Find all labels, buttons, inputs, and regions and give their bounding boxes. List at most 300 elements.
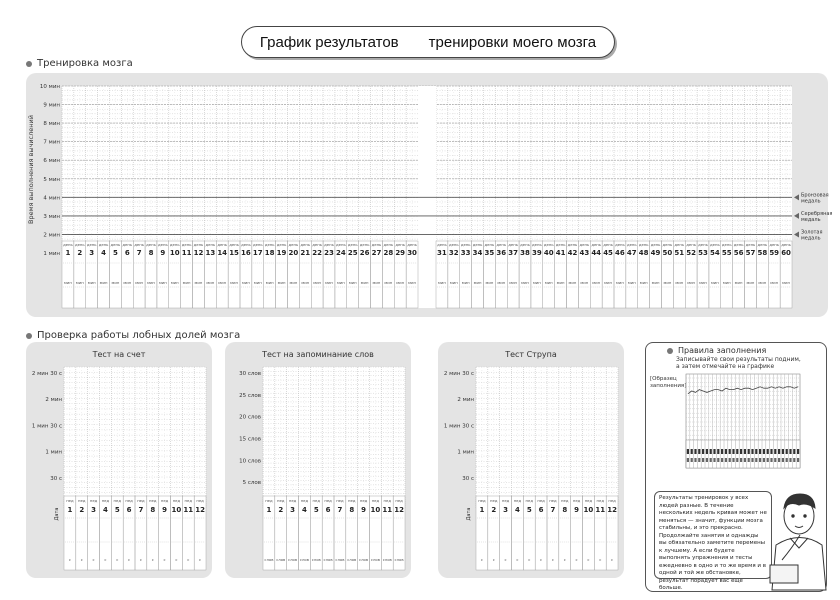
medal-label: Серебряная медаль xyxy=(801,210,833,223)
day-word-label: день xyxy=(674,242,685,247)
unit-label: мин xyxy=(194,280,203,285)
unit-label: мин xyxy=(544,280,553,285)
day-word-label: день xyxy=(169,242,180,247)
unit-label: мин xyxy=(206,280,215,285)
unit-label: мин xyxy=(758,280,767,285)
unit-label: мин xyxy=(123,280,132,285)
day-word-label: день xyxy=(158,242,168,247)
week-word-label: нед xyxy=(288,498,297,503)
day-word-label: день xyxy=(781,242,791,247)
unit-label: с xyxy=(139,557,142,562)
day-number-label: 41 xyxy=(555,249,566,257)
week-number-label: 3 xyxy=(91,506,97,514)
week-word-label: нед xyxy=(265,498,273,503)
week-word-label: нед xyxy=(537,498,545,503)
day-number-label: 23 xyxy=(324,249,334,257)
week-number-label: 9 xyxy=(361,506,367,514)
y-tick-label: 1 мин xyxy=(43,251,60,257)
week-word-label: нед xyxy=(572,498,581,503)
unit-label: с xyxy=(540,557,543,562)
day-number-label: 40 xyxy=(543,249,554,257)
day-number-label: 56 xyxy=(733,249,744,257)
day-number-label: 38 xyxy=(520,249,530,257)
y-tick-label: 5 мин xyxy=(43,176,60,183)
unit-label: слов xyxy=(276,557,286,562)
unit-label: с xyxy=(551,557,554,562)
y-tick-label: 10 мин xyxy=(39,84,60,90)
day-number-label: 5 xyxy=(112,249,118,257)
day-number-label: 4 xyxy=(101,249,106,257)
day-number-label: 36 xyxy=(496,249,507,257)
day-word-label: день xyxy=(217,242,228,247)
unit-label: мин xyxy=(265,280,274,285)
day-number-label: 37 xyxy=(508,249,519,257)
day-word-label: день xyxy=(264,242,275,247)
unit-label: с xyxy=(492,557,495,562)
day-number-label: 30 xyxy=(407,249,417,257)
unit-label: мин xyxy=(396,280,405,285)
unit-label: мин xyxy=(147,280,155,285)
week-number-label: 7 xyxy=(337,506,343,514)
day-word-label: день xyxy=(615,242,625,247)
unit-label: слов xyxy=(264,557,274,562)
unit-label: с xyxy=(163,557,166,562)
unit-label: мин xyxy=(568,280,577,285)
day-word-label: день xyxy=(241,242,251,247)
week-word-label: нед xyxy=(312,498,320,503)
unit-label: с xyxy=(116,557,119,562)
rules-title-text: Правила заполнения xyxy=(678,346,767,355)
week-number-label: 10 xyxy=(171,506,182,514)
medal-label: Золотая медаль xyxy=(801,229,823,242)
day-word-label: день xyxy=(543,242,554,247)
day-word-label: день xyxy=(110,242,121,247)
day-number-label: 1 xyxy=(65,249,71,257)
y-tick-label: 20 слов xyxy=(239,414,261,421)
day-number-label: 26 xyxy=(359,249,370,257)
day-word-label: день xyxy=(371,242,382,247)
day-number-label: 7 xyxy=(136,249,142,257)
day-word-label: день xyxy=(733,242,744,247)
day-word-label: день xyxy=(555,242,566,247)
y-axis-label: Время выполнения вычислений xyxy=(27,115,35,224)
day-number-label: 51 xyxy=(674,249,685,257)
unit-label: мин xyxy=(497,280,506,285)
unit-label: мин xyxy=(675,280,684,285)
day-number-label: 14 xyxy=(217,249,228,257)
unit-label: мин xyxy=(301,280,310,285)
unit-label: мин xyxy=(289,280,298,285)
day-number-label: 28 xyxy=(383,249,394,257)
day-word-label: день xyxy=(252,242,263,247)
week-word-label: нед xyxy=(125,498,133,503)
week-word-label: нед xyxy=(478,498,486,503)
y-tick-label: 5 слов xyxy=(242,480,261,487)
rules-subtitle: Записывайте свои результаты подним, а затем отмечайте на графике xyxy=(676,356,801,370)
section-frontal-lobe-text: Проверка работы лобных долей мозга xyxy=(37,330,241,341)
y-tick-label: 10 слов xyxy=(239,458,261,465)
day-word-label: день xyxy=(650,242,661,247)
day-number-label: 46 xyxy=(615,249,625,257)
week-number-label: 6 xyxy=(538,506,544,514)
unit-label: мин xyxy=(592,280,601,285)
unit-label: мин xyxy=(627,280,636,285)
unit-label: слов xyxy=(370,557,380,562)
medal-label: Бронзовая медаль xyxy=(801,192,829,205)
day-word-label: день xyxy=(359,242,370,247)
date-row-label: Дата xyxy=(54,507,60,521)
day-word-label: день xyxy=(288,242,299,247)
unit-label: мин xyxy=(170,280,179,285)
day-number-label: 18 xyxy=(264,249,275,257)
day-number-label: 25 xyxy=(347,249,358,257)
week-number-label: 7 xyxy=(138,506,144,514)
week-word-label: нед xyxy=(359,498,368,503)
count-test-title: Тест на счет xyxy=(92,350,146,359)
week-number-label: 3 xyxy=(503,506,509,514)
unit-label: слов xyxy=(359,557,369,562)
week-number-label: 12 xyxy=(394,506,404,514)
y-tick-label: 9 мин xyxy=(43,102,60,109)
week-number-label: 5 xyxy=(526,506,532,514)
unit-label: мин xyxy=(408,280,416,285)
unit-label: мин xyxy=(325,280,333,285)
stroop-test-title: Тест Струпа xyxy=(505,350,557,359)
day-word-label: день xyxy=(336,242,346,247)
day-word-label: день xyxy=(300,242,311,247)
week-number-label: 8 xyxy=(349,506,355,514)
day-number-label: 8 xyxy=(148,249,154,257)
unit-label: с xyxy=(175,557,178,562)
unit-label: мин xyxy=(734,280,743,285)
week-number-label: 7 xyxy=(550,506,556,514)
unit-label: с xyxy=(187,557,190,562)
week-number-label: 1 xyxy=(266,506,272,514)
day-word-label: день xyxy=(229,242,239,247)
week-number-label: 6 xyxy=(325,506,331,514)
day-number-label: 12 xyxy=(193,249,204,257)
y-tick-label: 6 мин xyxy=(43,158,60,165)
day-number-label: 24 xyxy=(335,249,346,257)
week-word-label: нед xyxy=(549,498,557,503)
week-number-label: 8 xyxy=(150,506,156,514)
day-number-label: 58 xyxy=(757,249,768,257)
page-title-part1: График результатов xyxy=(259,33,399,51)
unit-label: мин xyxy=(64,280,72,285)
unit-label: мин xyxy=(532,280,541,285)
day-number-label: 55 xyxy=(721,249,732,257)
page-title-part2: тренировки моего мозга xyxy=(428,33,597,51)
week-word-label: нед xyxy=(184,498,192,503)
unit-label: мин xyxy=(710,280,719,285)
unit-label: слов xyxy=(335,557,345,562)
week-word-label: нед xyxy=(160,498,169,503)
day-word-label: день xyxy=(662,242,673,247)
week-word-label: нед xyxy=(336,498,344,503)
unit-label: мин xyxy=(473,280,482,285)
unit-label: мин xyxy=(746,280,755,285)
day-number-label: 59 xyxy=(769,249,780,257)
week-word-label: нед xyxy=(78,498,86,503)
unit-label: мин xyxy=(449,280,458,285)
y-tick-label: 1 мин xyxy=(457,449,474,456)
memory-test-title: Тест на запоминание слов xyxy=(262,350,374,359)
day-word-label: день xyxy=(146,242,156,247)
unit-label: слов xyxy=(347,557,357,562)
unit-label: мин xyxy=(277,280,286,285)
week-word-label: нед xyxy=(348,498,356,503)
day-word-label: день xyxy=(193,242,204,247)
unit-label: мин xyxy=(461,280,470,285)
unit-label: мин xyxy=(75,280,84,285)
unit-label: с xyxy=(516,557,519,562)
day-number-label: 45 xyxy=(603,249,613,257)
day-word-label: день xyxy=(347,242,358,247)
y-tick-label: 3 мин xyxy=(43,213,60,220)
unit-label: мин xyxy=(580,280,589,285)
day-number-label: 20 xyxy=(288,249,299,257)
week-number-label: 12 xyxy=(607,506,617,514)
unit-label: мин xyxy=(158,280,167,285)
y-tick-label: 2 мин 30 с xyxy=(443,371,474,377)
unit-label: с xyxy=(587,557,590,562)
unit-label: мин xyxy=(111,280,120,285)
day-word-label: день xyxy=(638,242,649,247)
week-number-label: 4 xyxy=(514,506,520,514)
day-word-label: день xyxy=(63,242,73,247)
week-word-label: нед xyxy=(196,498,204,503)
day-number-label: 34 xyxy=(472,249,483,257)
day-word-label: день xyxy=(460,242,471,247)
week-number-label: 1 xyxy=(67,506,73,514)
day-word-label: день xyxy=(484,242,495,247)
week-word-label: нед xyxy=(149,498,157,503)
unit-label: мин xyxy=(99,280,108,285)
week-number-label: 11 xyxy=(183,506,194,514)
y-tick-label: 25 слов xyxy=(239,392,261,399)
day-number-label: 49 xyxy=(650,249,661,257)
unit-label: с xyxy=(199,557,202,562)
week-number-label: 5 xyxy=(313,506,319,514)
week-word-label: нед xyxy=(584,498,593,503)
week-word-label: нед xyxy=(324,498,332,503)
week-word-label: нед xyxy=(101,498,110,503)
unit-label: с xyxy=(68,557,71,562)
day-word-label: день xyxy=(508,242,518,247)
day-number-label: 6 xyxy=(124,249,130,257)
unit-label: мин xyxy=(253,280,262,285)
unit-label: мин xyxy=(485,280,494,285)
unit-label: мин xyxy=(556,280,565,285)
unit-label: мин xyxy=(384,280,393,285)
day-word-label: день xyxy=(437,242,447,247)
day-number-label: 9 xyxy=(160,249,166,257)
y-tick-label: 7 мин xyxy=(43,139,60,146)
week-word-label: нед xyxy=(501,498,510,503)
unit-label: мин xyxy=(336,280,345,285)
unit-label: с xyxy=(563,557,566,562)
week-word-label: нед xyxy=(371,498,380,503)
day-word-label: день xyxy=(626,242,637,247)
advice-speech-bubble: Результаты тренировок у всех людей разные. В течение нескольких недель кривая может не меняться — значит, функции мозга стабильны, и это прекрасно. Продолжайте занятия и однажды вы обязательно заметите перемены к лучшему. А если будете выполнять упражнения и тесты ежедневно в одно и то же время и в одной и той же обстановке, результат порадует вас еще больше. xyxy=(654,491,772,579)
day-number-label: 27 xyxy=(371,249,382,257)
day-number-label: 44 xyxy=(591,249,602,257)
week-number-label: 10 xyxy=(583,506,594,514)
week-word-label: нед xyxy=(395,498,403,503)
y-tick-label: 2 мин xyxy=(43,232,60,239)
day-word-label: день xyxy=(134,242,144,247)
day-number-label: 17 xyxy=(252,249,263,257)
y-tick-label: 30 с xyxy=(462,475,474,482)
unit-label: слов xyxy=(299,557,309,562)
day-word-label: день xyxy=(312,242,322,247)
day-word-label: день xyxy=(603,242,613,247)
day-number-label: 42 xyxy=(567,249,578,257)
unit-label: мин xyxy=(87,280,96,285)
y-tick-label: 2 мин xyxy=(45,397,62,404)
day-word-label: день xyxy=(324,242,334,247)
week-number-label: 10 xyxy=(370,506,381,514)
unit-label: слов xyxy=(311,557,321,562)
unit-label: мин xyxy=(182,280,191,285)
day-number-label: 22 xyxy=(312,249,323,257)
unit-label: слов xyxy=(288,557,298,562)
day-word-label: день xyxy=(686,242,696,247)
day-word-label: день xyxy=(122,242,133,247)
week-number-label: 2 xyxy=(491,506,497,514)
week-word-label: нед xyxy=(300,498,309,503)
unit-label: с xyxy=(80,557,83,562)
day-number-label: 53 xyxy=(698,249,708,257)
unit-label: мин xyxy=(135,280,144,285)
day-number-label: 52 xyxy=(686,249,697,257)
week-word-label: нед xyxy=(513,498,522,503)
day-number-label: 50 xyxy=(662,249,673,257)
week-number-label: 3 xyxy=(290,506,296,514)
week-word-label: нед xyxy=(66,498,74,503)
unit-label: слов xyxy=(394,557,404,562)
week-number-label: 11 xyxy=(595,506,606,514)
unit-label: мин xyxy=(218,280,227,285)
day-word-label: день xyxy=(407,242,417,247)
unit-label: мин xyxy=(663,280,672,285)
week-word-label: нед xyxy=(490,498,498,503)
unit-label: мин xyxy=(348,280,357,285)
section-brain-training-text: Тренировка мозга xyxy=(37,58,133,69)
day-number-label: 57 xyxy=(745,249,756,257)
day-number-label: 33 xyxy=(460,249,471,257)
day-number-label: 21 xyxy=(300,249,311,257)
day-number-label: 31 xyxy=(437,249,447,257)
week-number-label: 4 xyxy=(102,506,108,514)
unit-label: мин xyxy=(722,280,731,285)
unit-label: мин xyxy=(313,280,322,285)
week-word-label: нед xyxy=(383,498,391,503)
week-number-label: 4 xyxy=(301,506,307,514)
day-number-label: 2 xyxy=(77,249,83,257)
unit-label: мин xyxy=(699,280,707,285)
day-word-label: день xyxy=(579,242,590,247)
day-number-label: 16 xyxy=(241,249,251,257)
day-number-label: 32 xyxy=(448,249,459,257)
date-row-label: Дата xyxy=(466,507,472,521)
day-number-label: 29 xyxy=(395,249,406,257)
unit-label: с xyxy=(504,557,507,562)
week-number-label: 1 xyxy=(479,506,485,514)
day-number-label: 35 xyxy=(484,249,495,257)
y-tick-label: 30 с xyxy=(50,475,62,482)
unit-label: мин xyxy=(687,280,696,285)
y-tick-label: 4 мин xyxy=(43,195,60,202)
day-word-label: день xyxy=(496,242,507,247)
y-tick-label: 1 мин 30 с xyxy=(31,423,62,430)
week-word-label: нед xyxy=(608,498,616,503)
week-word-label: нед xyxy=(561,498,569,503)
y-tick-label: 2 мин 30 с xyxy=(31,371,62,377)
week-number-label: 12 xyxy=(195,506,205,514)
day-word-label: день xyxy=(448,242,459,247)
day-word-label: день xyxy=(520,242,530,247)
day-number-label: 60 xyxy=(781,249,791,257)
day-word-label: день xyxy=(472,242,483,247)
week-number-label: 9 xyxy=(162,506,168,514)
week-word-label: нед xyxy=(113,498,121,503)
unit-label: слов xyxy=(323,557,333,562)
day-word-label: день xyxy=(567,242,578,247)
day-word-label: день xyxy=(721,242,732,247)
unit-label: с xyxy=(528,557,531,562)
unit-label: мин xyxy=(509,280,518,285)
day-word-label: день xyxy=(769,242,780,247)
day-number-label: 19 xyxy=(276,249,287,257)
y-tick-label: 2 мин xyxy=(457,397,474,404)
week-word-label: нед xyxy=(89,498,98,503)
sample-label: [Образец заполнения] xyxy=(650,376,687,389)
unit-label: с xyxy=(575,557,578,562)
unit-label: мин xyxy=(438,280,446,285)
unit-label: мин xyxy=(521,280,529,285)
advisor-person-icon xyxy=(770,494,826,590)
day-word-label: день xyxy=(698,242,708,247)
week-number-label: 2 xyxy=(79,506,85,514)
day-number-label: 47 xyxy=(626,249,637,257)
day-number-label: 11 xyxy=(181,249,192,257)
day-word-label: день xyxy=(745,242,756,247)
week-word-label: нед xyxy=(172,498,181,503)
day-word-label: день xyxy=(86,242,97,247)
day-word-label: день xyxy=(205,242,216,247)
unit-label: с xyxy=(104,557,107,562)
unit-label: с xyxy=(92,557,95,562)
unit-label: мин xyxy=(604,280,612,285)
day-number-label: 3 xyxy=(89,249,95,257)
unit-label: мин xyxy=(242,280,250,285)
y-tick-label: 1 мин xyxy=(45,449,62,456)
unit-label: мин xyxy=(230,280,238,285)
day-number-label: 54 xyxy=(709,249,720,257)
day-number-label: 43 xyxy=(579,249,590,257)
unit-label: мин xyxy=(782,280,790,285)
week-word-label: нед xyxy=(596,498,604,503)
day-word-label: день xyxy=(383,242,394,247)
day-word-label: день xyxy=(710,242,720,247)
y-tick-label: 30 слов xyxy=(239,371,261,377)
day-word-label: день xyxy=(74,242,85,247)
day-number-label: 15 xyxy=(229,249,239,257)
unit-label: с xyxy=(480,557,483,562)
unit-label: с xyxy=(151,557,154,562)
week-number-label: 8 xyxy=(562,506,568,514)
